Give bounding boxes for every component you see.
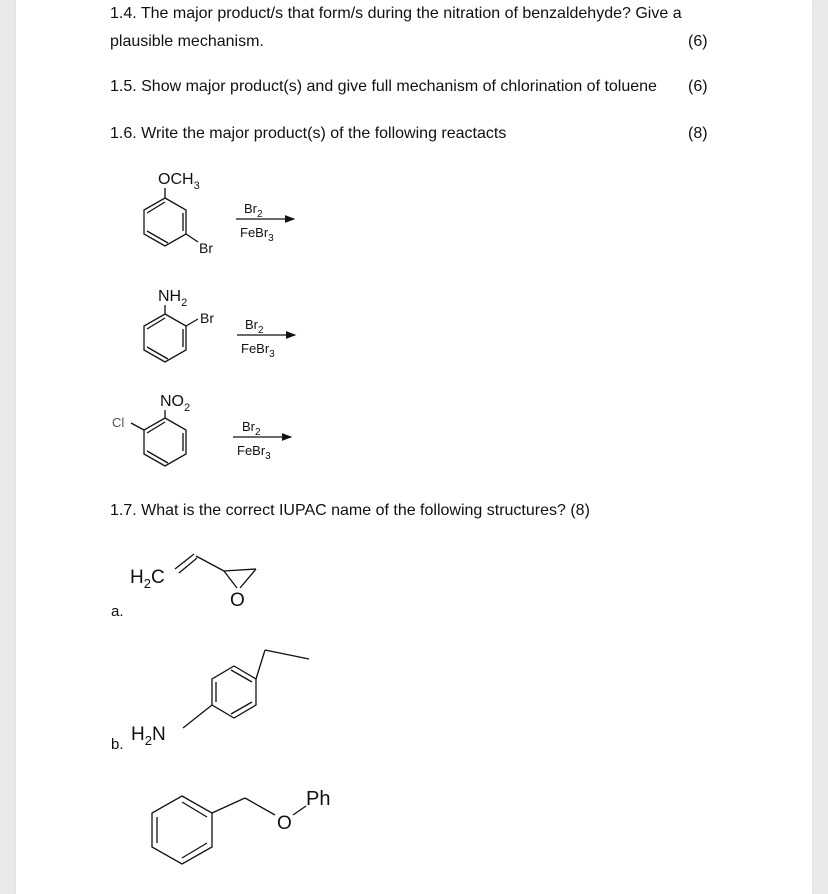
structure-a-group: $H_2C$ (130, 567, 165, 591)
benzene-ring-b (212, 666, 256, 718)
benzene-ring-3 (144, 418, 186, 466)
reagent-top-3: $Br_2$ (242, 419, 261, 438)
structure-b-group: $H_2N$ (131, 724, 166, 748)
question-1-4-line2: plausible mechanism. (110, 33, 264, 50)
benzene-ring-2 (144, 314, 186, 362)
substituent-top-2: $NH_2$ (158, 288, 188, 309)
structure-c-oxygen: O (277, 813, 292, 834)
substituent-top-1: $OCH_3$ (158, 171, 200, 192)
structure-a-oxygen: O (230, 590, 245, 611)
structure-a-label: a. (111, 603, 124, 620)
question-1-4-marks: (6) (688, 33, 708, 50)
reagent-top-1: $Br_2$ (244, 201, 263, 220)
benzene-ring-1 (144, 198, 186, 246)
reagent-bottom-1: FeBr$_3$ (240, 225, 274, 244)
substituent-top-3: $NO_2$ (160, 393, 191, 414)
question-1-5: 1.5. Show major product(s) and give full mechanism of chlorination of toluene (110, 78, 657, 95)
reagent-bottom-2: FeBr$_3$ (241, 341, 275, 360)
structure-c-phenyl: Ph (306, 788, 331, 810)
benzene-ring-c (152, 796, 212, 864)
substituent-side-1: Br (199, 240, 213, 256)
question-1-6-marks: (8) (688, 125, 708, 142)
question-1-4-line1: 1.4. The major product/s that form/s during the nitration of benzaldehyde? Give a (110, 5, 682, 22)
structure-b (183, 650, 309, 728)
structure-b-label: b. (111, 736, 124, 753)
reagent-bottom-3: FeBr$_3$ (237, 443, 271, 462)
question-1-5-marks: (6) (688, 78, 708, 95)
question-1-6: 1.6. Write the major product(s) of the following reactacts (110, 125, 507, 142)
substituent-side-3: Cl (112, 415, 125, 430)
structure-a (175, 554, 256, 588)
question-1-7: 1.7. What is the correct IUPAC name of the following structures? (8) (110, 502, 590, 519)
substituent-side-2: Br (200, 310, 214, 326)
reagent-top-2: $Br_2$ (245, 317, 264, 336)
